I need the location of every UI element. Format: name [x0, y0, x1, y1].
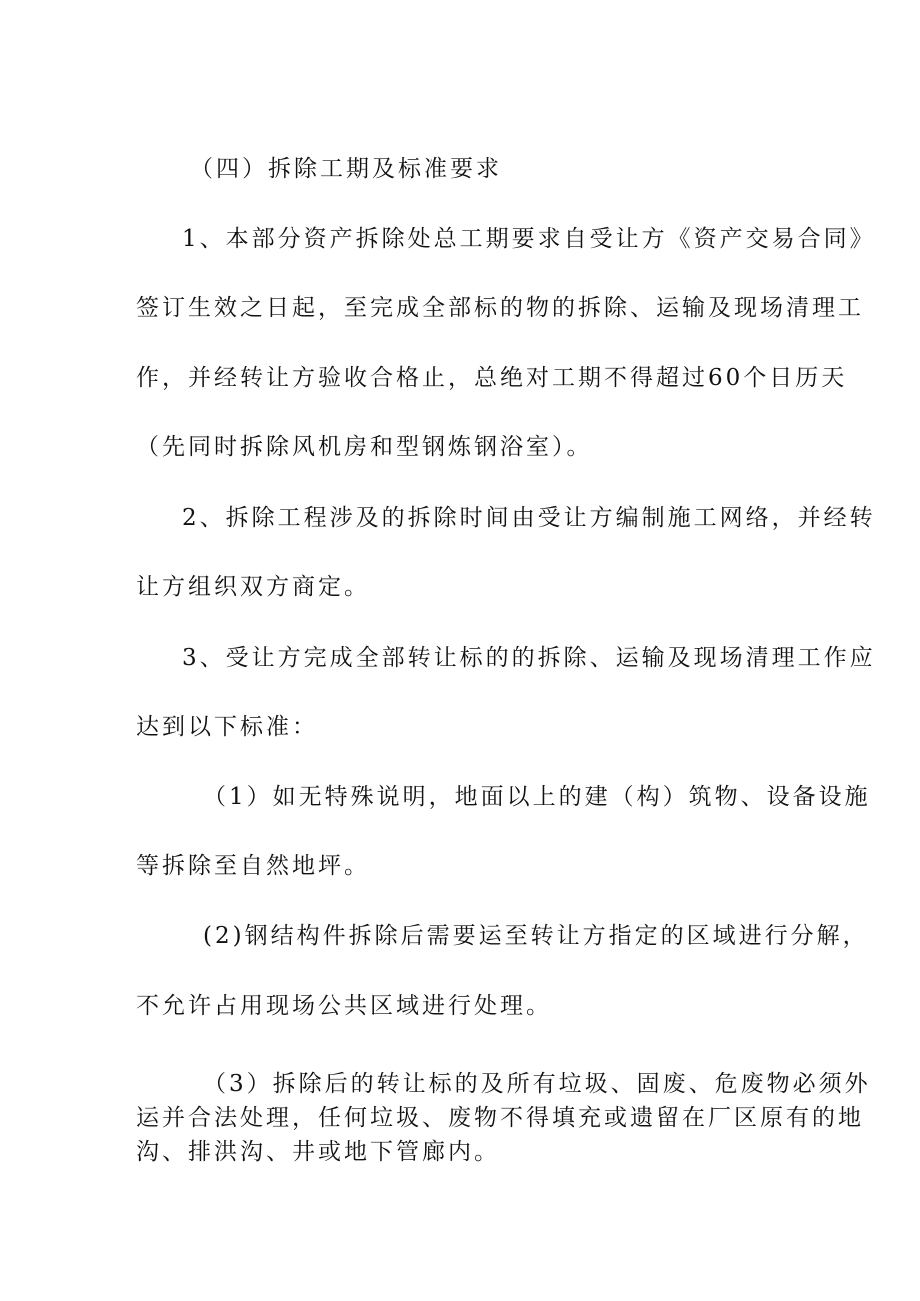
paragraph-3-line-2: 达到以下标准： — [136, 714, 318, 740]
standard-item-1-line-1: （1）如无特殊说明，地面以上的建（构）筑物、设备设施 — [203, 784, 871, 810]
paragraph-1-line-4: （先同时拆除风机房和型钢炼钢浴室）。 — [136, 434, 593, 460]
paragraph-3-line-1: 3、受让方完成全部转让标的的拆除、运输及现场清理工作应 — [182, 645, 876, 671]
standard-item-2-line-2: 不允许占用现场公共区域进行处理。 — [136, 993, 552, 1019]
standard-item-1-line-2: 等拆除至自然地坪。 — [136, 853, 370, 879]
section-heading: （四）拆除工期及标准要求 — [190, 156, 502, 182]
paragraph-1-line-3: 作，并经转让方验收合格止，总绝对工期不得超过60个日历天 — [136, 365, 848, 391]
standard-item-3-line-3: 沟、排洪沟、井或地下管廊内。 — [136, 1139, 500, 1165]
paragraph-2-line-2: 让方组织双方商定。 — [136, 574, 370, 600]
paragraph-1-line-2: 签订生效之日起，至完成全部标的物的拆除、运输及现场清理工 — [136, 295, 864, 321]
standard-item-2-line-1: (2)钢结构件拆除后需要运至转让方指定的区域进行分解， — [203, 923, 869, 949]
standard-item-3-line-2: 运并合法处理，任何垃圾、废物不得填充或遗留在厂区原有的地 — [136, 1105, 864, 1131]
paragraph-2-line-1: 2、拆除工程涉及的拆除时间由受让方编制施工网络，并经转 — [182, 505, 876, 531]
standard-item-3-line-1: （3）拆除后的转让标的及所有垃圾、固废、危废物必须外 — [203, 1071, 871, 1097]
paragraph-1-line-1: 1、本部分资产拆除处总工期要求自受让方《资产交易合同》 — [182, 226, 876, 252]
